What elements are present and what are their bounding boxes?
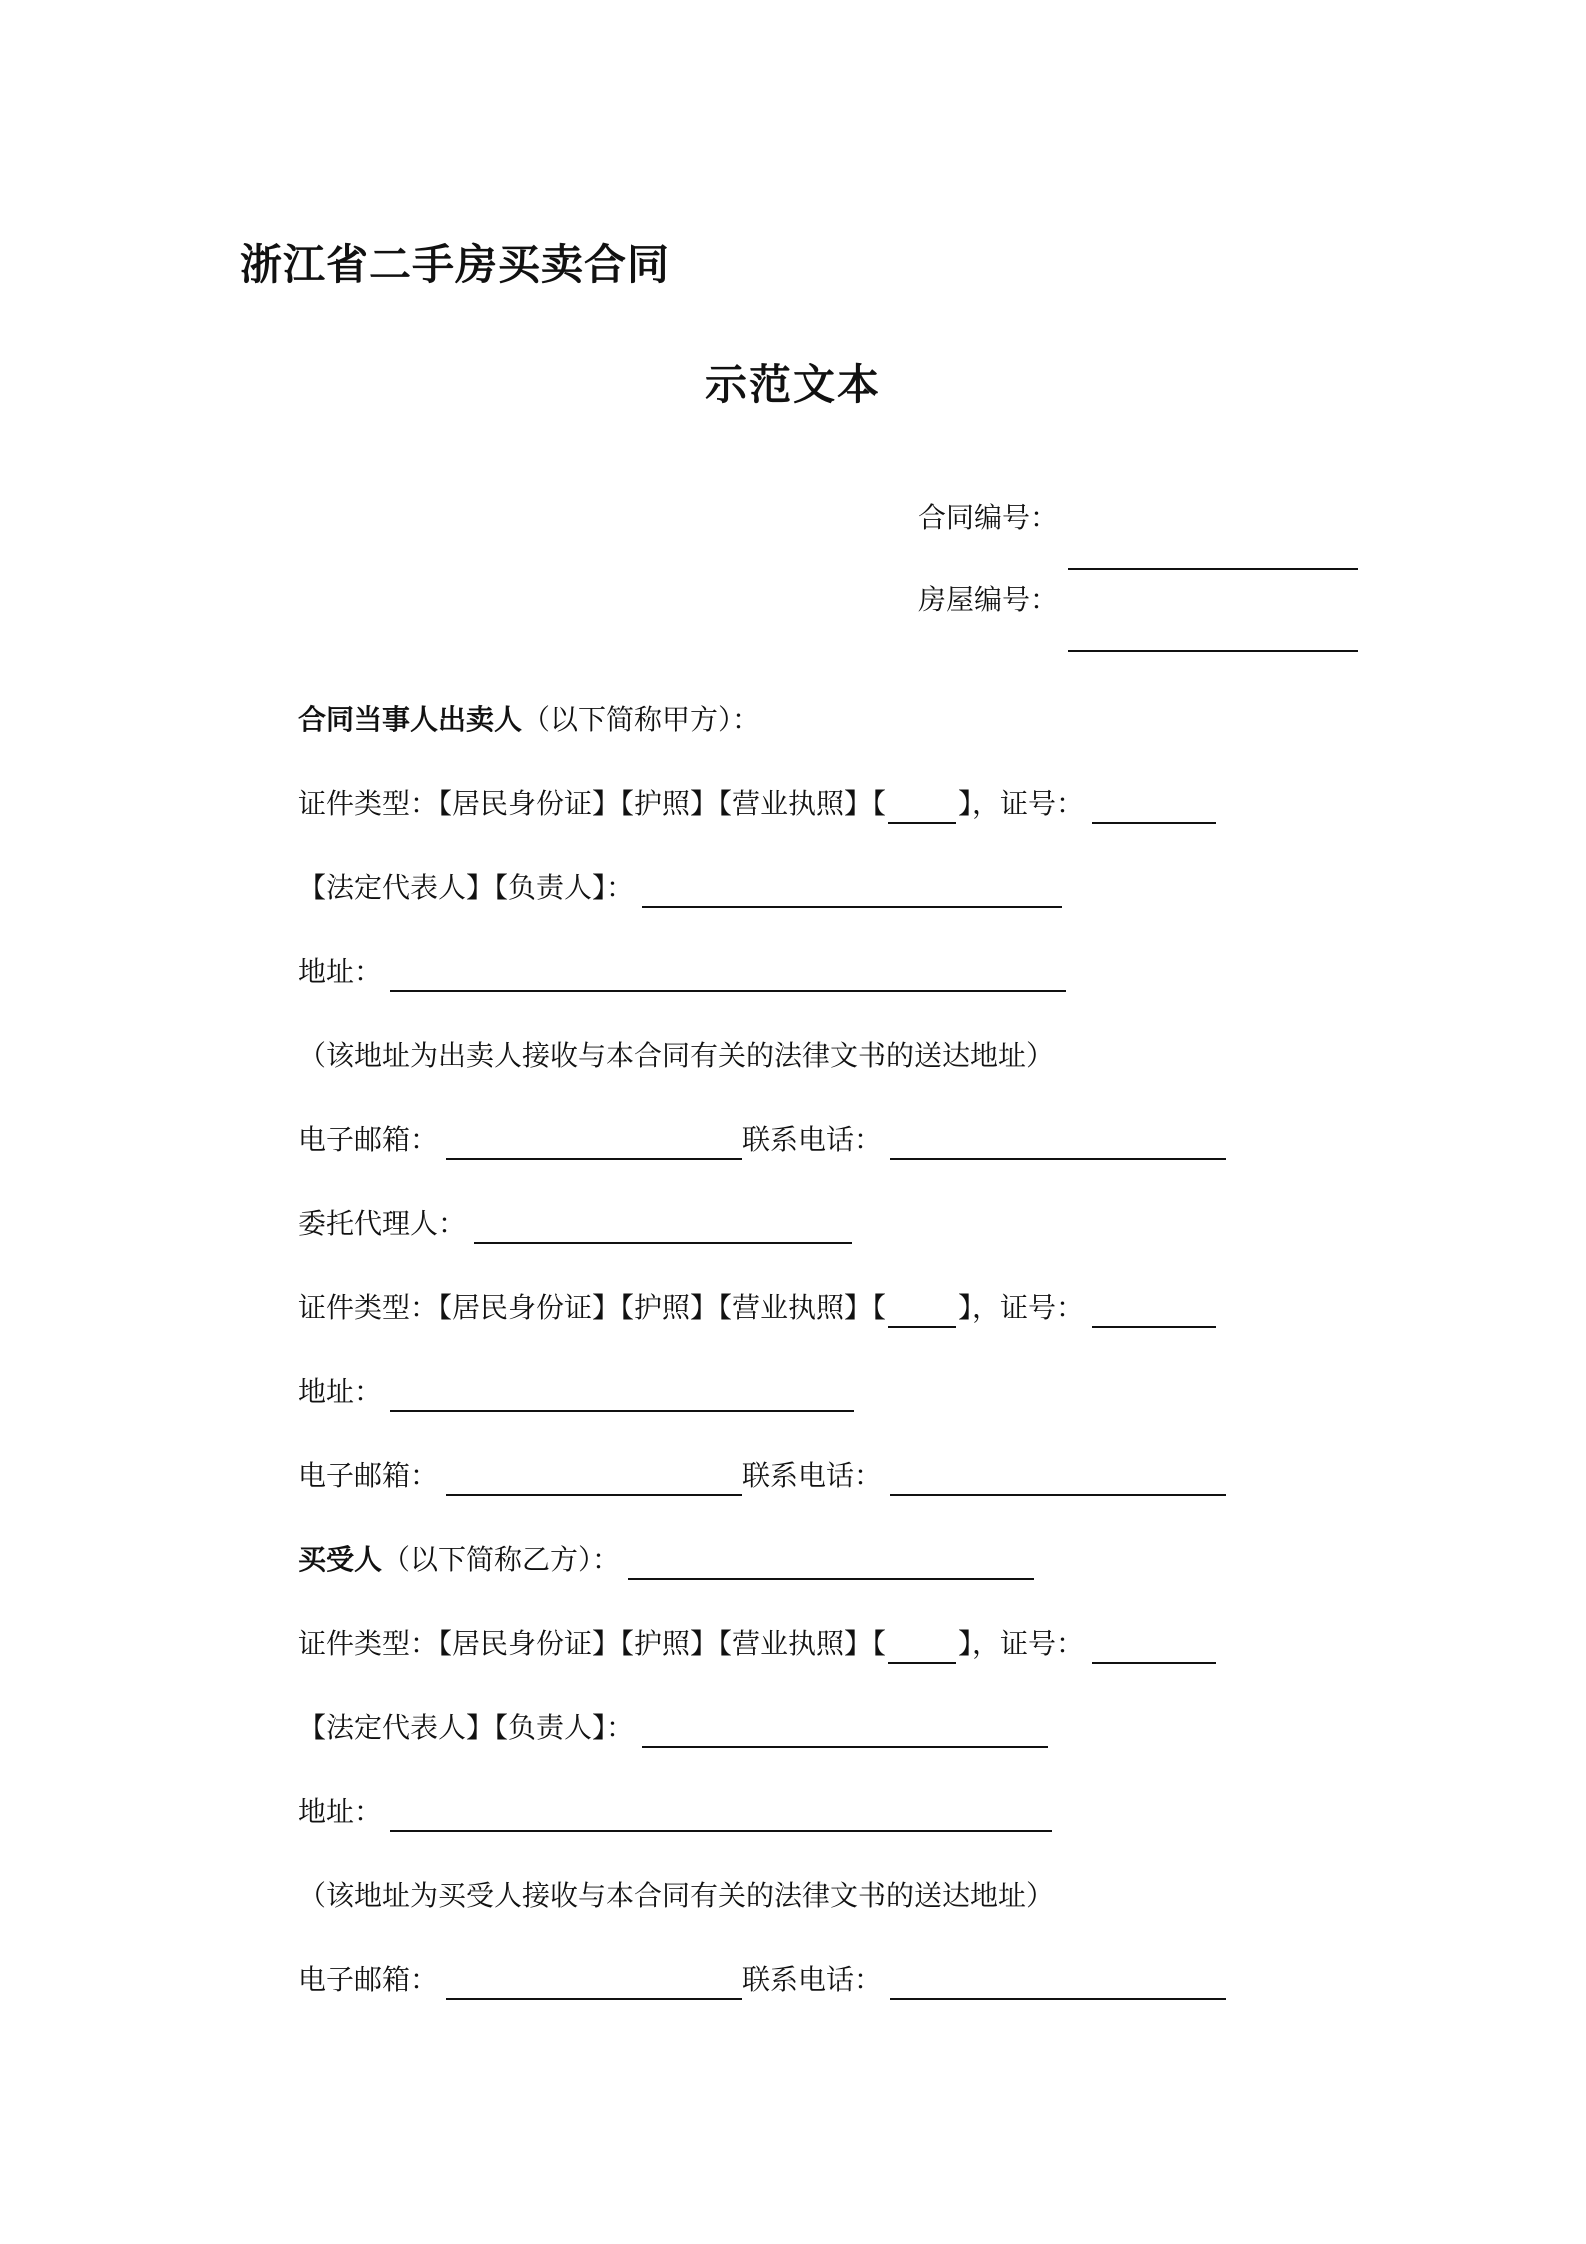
house-number-row <box>918 566 1358 626</box>
buyer-email-field[interactable] <box>446 1962 742 2000</box>
buyer-address-note: （该地址为买受人接收与本合同有关的法律文书的送达地址） <box>298 1879 1055 1912</box>
seller-heading <box>298 700 760 740</box>
agent-row <box>298 1204 852 1244</box>
contract-number-label: 合同编号： <box>918 501 1059 534</box>
seller-contact-row <box>298 1120 1226 1160</box>
seller-id-type-row <box>298 784 1216 824</box>
buyer-heading-row <box>298 1540 1034 1580</box>
buyer-heading-note: （以下简称乙方）： <box>382 1543 621 1576</box>
agent-id-type-other-field[interactable] <box>888 1290 956 1328</box>
seller-representative-row <box>298 868 1062 908</box>
agent-address-field[interactable] <box>390 1374 854 1412</box>
document-title: 浙江省二手房买卖合同 <box>240 240 671 289</box>
buyer-heading-title: 买受人 <box>298 1543 383 1576</box>
seller-address-label: 地址： <box>298 955 383 988</box>
buyer-id-type-other-field[interactable] <box>888 1626 956 1664</box>
agent-id-type-label: 证件类型：【居民身份证】【护照】【营业执照】【 <box>298 1291 887 1324</box>
buyer-email-label: 电子邮箱： <box>298 1963 439 1996</box>
agent-field[interactable] <box>474 1206 852 1244</box>
house-number-label: 房屋编号： <box>918 583 1059 616</box>
buyer-representative-field[interactable] <box>642 1710 1048 1748</box>
seller-id-type-label: 证件类型：【居民身份证】【护照】【营业执照】【 <box>298 787 887 820</box>
seller-representative-label: 【法定代表人】【负责人】： <box>298 871 635 904</box>
buyer-phone-label: 联系电话： <box>742 1963 883 1996</box>
seller-id-type-other-field[interactable] <box>888 786 956 824</box>
buyer-name-field[interactable] <box>628 1542 1034 1580</box>
seller-id-number-label: 】，证号： <box>958 787 1085 820</box>
seller-representative-field[interactable] <box>642 870 1062 908</box>
buyer-address-row <box>298 1792 1052 1832</box>
document-subtitle: 示范文本 <box>704 360 881 409</box>
agent-email-field[interactable] <box>446 1458 742 1496</box>
agent-address-label: 地址： <box>298 1375 383 1408</box>
agent-phone-label: 联系电话： <box>742 1459 883 1492</box>
seller-address-row <box>298 952 1066 992</box>
seller-heading-note: （以下简称甲方）： <box>522 703 761 736</box>
house-number-field[interactable] <box>1068 614 1358 652</box>
seller-phone-field[interactable] <box>890 1122 1226 1160</box>
agent-id-number-field[interactable] <box>1092 1290 1216 1328</box>
buyer-id-type-label: 证件类型：【居民身份证】【护照】【营业执照】【 <box>298 1627 887 1660</box>
buyer-id-type-row <box>298 1624 1216 1664</box>
buyer-phone-field[interactable] <box>890 1962 1226 2000</box>
buyer-address-label: 地址： <box>298 1795 383 1828</box>
buyer-id-number-field[interactable] <box>1092 1626 1216 1664</box>
seller-id-number-field[interactable] <box>1092 786 1216 824</box>
agent-contact-row <box>298 1456 1226 1496</box>
buyer-representative-row <box>298 1708 1048 1748</box>
buyer-address-field[interactable] <box>390 1794 1052 1832</box>
seller-email-label: 电子邮箱： <box>298 1123 439 1156</box>
agent-email-label: 电子邮箱： <box>298 1459 439 1492</box>
agent-id-type-row <box>298 1288 1216 1328</box>
agent-phone-field[interactable] <box>890 1458 1226 1496</box>
contract-number-field[interactable] <box>1068 532 1358 570</box>
agent-address-row <box>298 1372 854 1412</box>
agent-label: 委托代理人： <box>298 1207 467 1240</box>
seller-phone-label: 联系电话： <box>742 1123 883 1156</box>
seller-address-field[interactable] <box>390 954 1066 992</box>
buyer-id-number-label: 】，证号： <box>958 1627 1085 1660</box>
seller-heading-title: 合同当事人出卖人 <box>298 703 523 736</box>
contract-number-row <box>918 484 1358 544</box>
seller-address-note: （该地址为出卖人接收与本合同有关的法律文书的送达地址） <box>298 1039 1055 1072</box>
buyer-representative-label: 【法定代表人】【负责人】： <box>298 1711 635 1744</box>
seller-email-field[interactable] <box>446 1122 742 1160</box>
agent-id-number-label: 】，证号： <box>958 1291 1085 1324</box>
buyer-contact-row <box>298 1960 1226 2000</box>
